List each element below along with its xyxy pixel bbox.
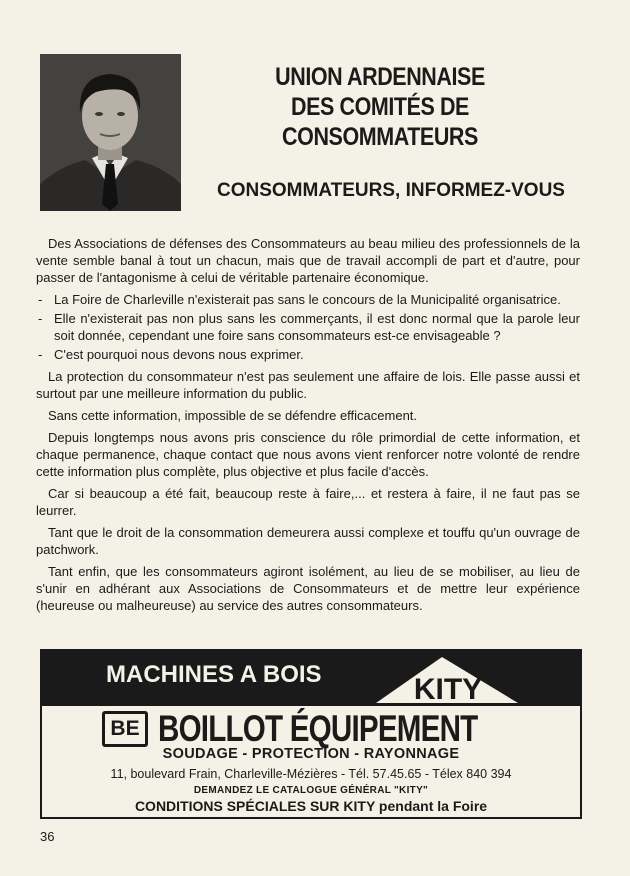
bullet-text: La Foire de Charleville n'existerait pas sans le concours de la Municipalité organisatrice. xyxy=(54,292,561,307)
paragraph: Tant que le droit de la consommation demeurera aussi complexe et touffu qu'un ouvrage de patchwork. xyxy=(36,525,580,557)
company-services: SOUDAGE - PROTECTION - RAYONNAGE xyxy=(162,746,460,762)
bullet-text: C'est pourquoi nous devons nous exprimer. xyxy=(54,347,304,362)
company-logo: BE xyxy=(102,711,148,747)
bullet-item: - Elle n'existerait pas non plus sans les commerçants, il est donc normal que la parole leur soit donnée, cependant une foire sans consommateurs est-ce envisageable ? xyxy=(38,311,580,343)
company-name: BOILLOT ÉQUIPEMENT xyxy=(158,708,478,749)
advertisement xyxy=(40,649,582,819)
page-number: 36 xyxy=(40,829,55,844)
ad-banner xyxy=(42,651,580,706)
title-line: CONSOMMATEURS xyxy=(282,123,478,151)
catalog-notice: DEMANDEZ LE CATALOGUE GÉNÉRAL "KITY" xyxy=(193,785,429,796)
special-conditions: CONDITIONS SPÉCIALES SUR KITY pendant la Foire xyxy=(134,798,488,814)
brand-row xyxy=(102,709,557,749)
bullet-item: - La Foire de Charleville n'existerait pas sans le concours de la Municipalité organisatrice. xyxy=(38,292,561,307)
paragraph: Car si beaucoup a été fait, beaucoup reste à faire,... et restera à faire, il ne faut pas se leurrer. xyxy=(36,486,580,518)
title-line: DES COMITÉS DE xyxy=(291,93,469,121)
article-body xyxy=(36,235,580,619)
subtitle: CONSOMMATEURS, INFORMEZ-VOUS xyxy=(217,180,565,201)
company-address: 11, boulevard Frain, Charleville-Mézières - Tél. 57.45.65 - Télex 840 394 xyxy=(110,767,512,781)
bullet-item: - C'est pourquoi nous devons nous exprimer. xyxy=(38,347,304,362)
portrait-photo xyxy=(40,54,181,211)
paragraph: Depuis longtemps nous avons pris conscience du rôle primordial de cette information, et chaque permanence, chaque contact que nous avons vient renforcer notre volonté de rendre cette information plus complète, plus objective et plus facile d'accès. xyxy=(36,430,580,479)
paragraph: La protection du consommateur n'est pas seulement une affaire de lois. Elle passe aussi et surtout par une meilleure information du public. xyxy=(36,369,580,401)
title-line: UNION ARDENNAISE xyxy=(275,63,485,91)
bullet-text: Elle n'existerait pas non plus sans les commerçants, il est donc normal que la parole leur soit donnée, cependant une foire sans consommateurs est-ce envisageable ? xyxy=(54,311,580,343)
page-title xyxy=(234,62,526,152)
kity-logo xyxy=(372,655,522,705)
paragraph: Tant enfin, que les consommateurs agiront isolément, au lieu de se mobiliser, au lieu de s'unir en adhérant aux Associations de Consommateurs et de mettre leur expérience (heureuse ou malheureuse) au service des autres consommateurs. xyxy=(36,564,580,613)
kity-text: KITY xyxy=(413,673,483,705)
intro-paragraph: Des Associations de défenses des Consommateurs au beau milieu des professionnels de la vente semble banal à tout un chacun, mais que de travail accompli de part et d'autre, pour passer de l'antagonisme à celui de véritable partenaire économique. xyxy=(36,236,580,285)
paragraph: Sans cette information, impossible de se défendre efficacement. xyxy=(48,408,418,423)
ad-banner-text: MACHINES A BOIS xyxy=(106,661,322,688)
